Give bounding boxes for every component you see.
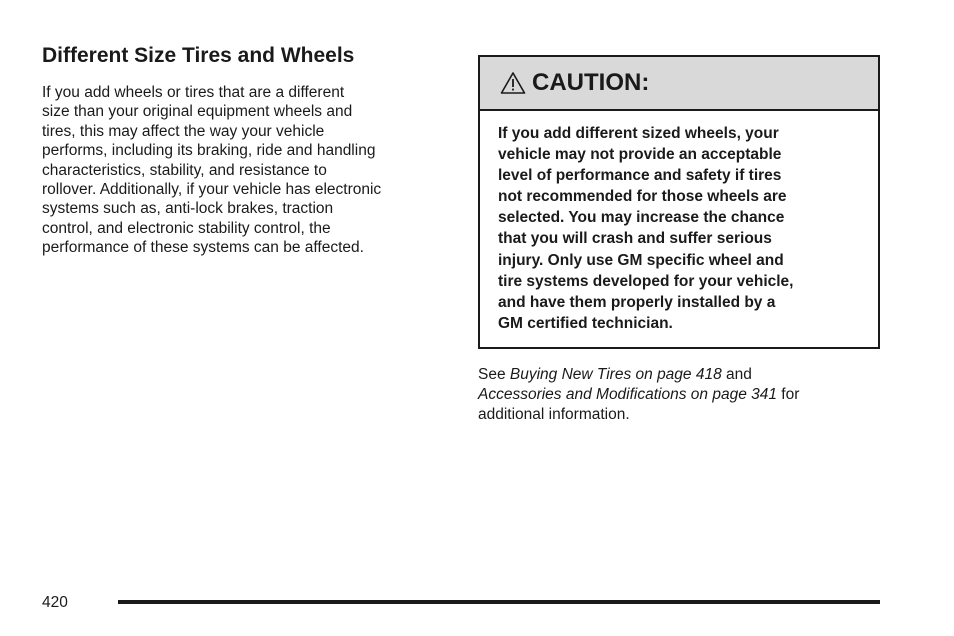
caution-line: GM certified technician. [498, 314, 673, 332]
footer-rule [118, 600, 880, 604]
body-line: size than your original equipment wheels and [42, 103, 353, 121]
caution-line: If you add different sized wheels, your [498, 125, 779, 142]
caution-line: selected. You may increase the chance [498, 209, 785, 227]
body-line: performs, including its braking, ride and handling [42, 142, 376, 160]
caution-line: vehicle may not provide an acceptable [498, 146, 782, 164]
section-heading: Different Size Tires and Wheels [42, 44, 355, 67]
link-buying-new-tires[interactable]: Buying New Tires on page 418 [509, 366, 722, 383]
warning-triangle-icon [500, 71, 526, 95]
see-mid: and [721, 366, 752, 383]
caution-line: not recommended for those wheels are [498, 188, 787, 206]
body-line: characteristics, stability, and resistance to [42, 161, 327, 179]
see-suffix: for [777, 386, 800, 403]
caution-box [478, 55, 880, 349]
caution-body [498, 123, 793, 334]
body-line: systems such as, anti-lock brakes, traction [42, 200, 334, 218]
page-number: 420 [42, 594, 68, 611]
body-line: tires, this may affect the way your vehicle [42, 122, 325, 140]
see-also-line [478, 365, 799, 385]
see-also-line: additional information. [478, 406, 630, 423]
body-line: performance of these systems can be affected. [42, 239, 364, 257]
see-also-paragraph [478, 365, 799, 425]
caution-line: and have them properly installed by a [498, 293, 776, 311]
see-prefix: See [478, 366, 510, 383]
caution-header [480, 57, 878, 111]
caution-title: CAUTION: [532, 69, 650, 96]
section-body [42, 83, 381, 258]
body-line: control, and electronic stability control, the [42, 219, 331, 237]
body-line: If you add wheels or tires that are a different [42, 84, 345, 101]
caution-line: tire systems developed for your vehicle, [498, 272, 794, 290]
caution-line: that you will crash and suffer serious [498, 230, 772, 248]
link-accessories-modifications[interactable]: Accessories and Modifications on page 341 [478, 386, 777, 403]
caution-line: level of performance and safety if tires [498, 167, 782, 185]
see-also-line [478, 385, 799, 405]
caution-line: injury. Only use GM specific wheel and [498, 251, 784, 269]
body-line: rollover. Additionally, if your vehicle has electronic [42, 181, 382, 199]
